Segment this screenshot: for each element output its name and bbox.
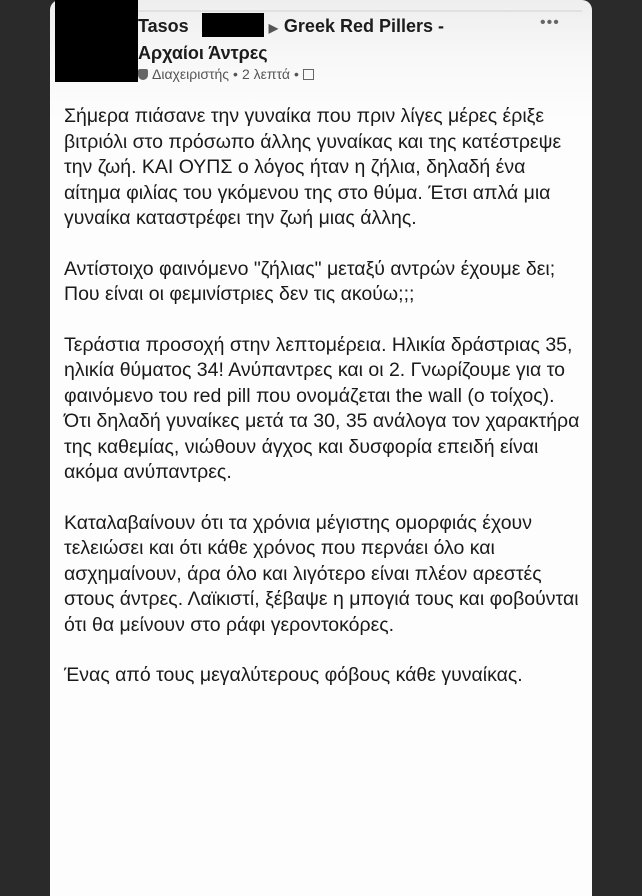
group-privacy-icon [303, 69, 314, 80]
paragraph: Ένας από τους μεγαλύτερους φόβους κάθε γυναίκας. [64, 664, 523, 686]
paragraph: Αντίστοιχο φαινόμενο "ζήλιας" μεταξύ αντρών έχουμε δει; Που είναι οι φεμινίστριες δεν τις ακούω;;; [64, 257, 556, 305]
admin-badge-icon [138, 69, 148, 80]
arrow-right-icon: ▶ [268, 21, 278, 35]
post-body [64, 104, 584, 714]
post-header [138, 14, 558, 66]
separator: • [293, 66, 299, 82]
timestamp[interactable]: 2 λεπτά [241, 66, 290, 82]
post-meta [138, 66, 314, 82]
role-label: Διαχειριστής [152, 66, 230, 82]
more-options-icon[interactable]: ••• [540, 14, 560, 31]
paragraph: Καταλαβαίνουν ότι τα χρόνια μέγιστης ομορφιάς έχουν τελειώσει και ότι κάθε χρόνος που περνάει όλο και ασχημαίνουν, άρα όλο και λιγότερο είναι πλέον αρεστές στους άντρες. Λαϊκιστί, ξέβαψε η μπογιά τους και φοβούνται ότι θα μείνουν στο ράφι γεροντοκόρες. [64, 511, 579, 636]
paragraph: Σήμερα πιάσανε την γυναίκα που πριν λίγες μέρες έριξε βιτριόλι στο πρόσωπο άλλης γυναίκας και της κατέστρεψε την ζωή. ΚΑΙ ΟΥΠΣ ο λόγος ήταν η ζήλια, δηλαδή ένα αίτημα φιλίας του γκόμενου της στο θύμα. Έτσι απλά μια γυναίκα καταστρέφει την ζωή μιας άλλης. [64, 105, 562, 229]
author-name[interactable]: Tasos [138, 16, 189, 36]
story-progress-bar [80, 10, 582, 12]
paragraph: Τεράστια προσοχή στην λεπτομέρεια. Ηλικία δράστριας 35, ηλικία θύματος 34! Ανύπαντρες και οι 2. Γνωρίζουμε για το φαινόμενο του red pill που ονομάζεται the wall (ο τοίχος). Ότι δηλαδή γυναίκες μετά τα 30, 35 ανάλογα τον χαρακτήρα της καθεμίας, νιώθουν άγχος και δυσφορία επειδή είναι ακόμα ανύπαντρες. [64, 333, 580, 483]
avatar-redacted[interactable] [55, 0, 138, 82]
separator: • [233, 66, 238, 82]
group-name[interactable]: Greek Red Pillers - [283, 16, 444, 36]
group-name-line2[interactable]: Αρχαίοι Άντρες [138, 43, 268, 63]
